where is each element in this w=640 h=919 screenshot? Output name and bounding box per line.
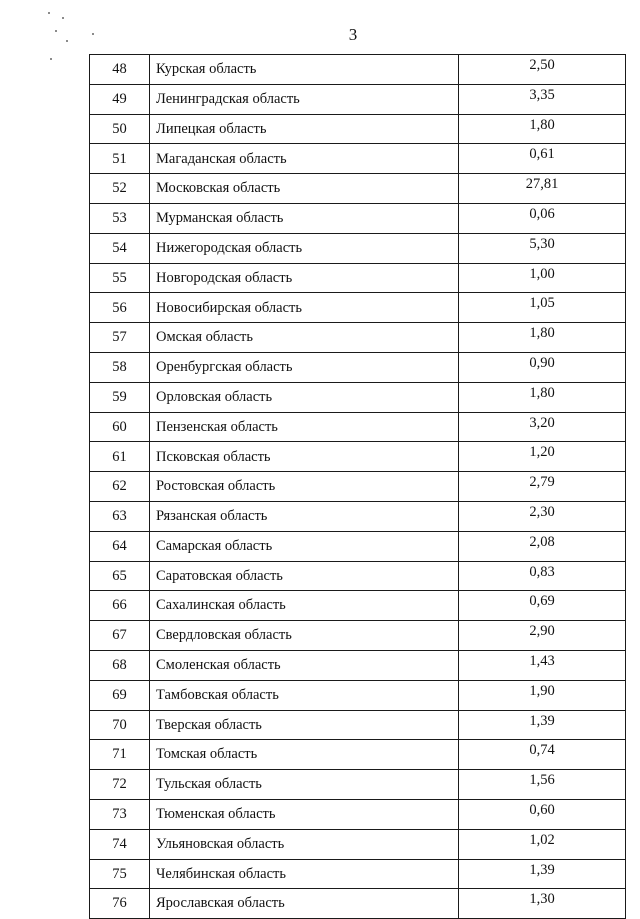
row-number-cell: 58 (90, 352, 150, 382)
table-row (90, 323, 626, 353)
value-cell: 1,20 (459, 442, 626, 472)
region-name-cell: Рязанская область (150, 501, 459, 531)
scan-speck (48, 12, 50, 14)
value-cell: 1,80 (459, 323, 626, 353)
region-name-cell: Тамбовская область (150, 680, 459, 710)
table-row (90, 442, 626, 472)
region-name-cell: Самарская область (150, 531, 459, 561)
table-row (90, 770, 626, 800)
value-cell: 1,05 (459, 293, 626, 323)
region-name-cell: Ярославская область (150, 889, 459, 919)
table-row (90, 829, 626, 859)
row-number-cell: 52 (90, 174, 150, 204)
table-row (90, 859, 626, 889)
row-number-cell: 68 (90, 650, 150, 680)
value-cell: 0,69 (459, 591, 626, 621)
region-name-cell: Томская область (150, 740, 459, 770)
region-name-cell: Псковская область (150, 442, 459, 472)
value-cell: 5,30 (459, 233, 626, 263)
region-name-cell: Новгородская область (150, 263, 459, 293)
row-number-cell: 55 (90, 263, 150, 293)
scan-speck (62, 17, 64, 19)
region-name-cell: Магаданская область (150, 144, 459, 174)
row-number-cell: 74 (90, 829, 150, 859)
row-number-cell: 53 (90, 203, 150, 233)
row-number-cell: 48 (90, 55, 150, 85)
value-cell: 1,43 (459, 650, 626, 680)
value-cell: 0,06 (459, 203, 626, 233)
regions-table (89, 54, 626, 919)
region-name-cell: Мурманская область (150, 203, 459, 233)
value-cell: 0,83 (459, 561, 626, 591)
table-row (90, 144, 626, 174)
table-row (90, 203, 626, 233)
value-cell: 0,74 (459, 740, 626, 770)
region-name-cell: Смоленская область (150, 650, 459, 680)
table-row (90, 621, 626, 651)
row-number-cell: 49 (90, 84, 150, 114)
table-row (90, 680, 626, 710)
row-number-cell: 76 (90, 889, 150, 919)
row-number-cell: 62 (90, 472, 150, 502)
table-row (90, 233, 626, 263)
value-cell: 2,79 (459, 472, 626, 502)
region-name-cell: Орловская область (150, 382, 459, 412)
scan-speck (50, 58, 52, 60)
value-cell: 3,20 (459, 412, 626, 442)
row-number-cell: 73 (90, 799, 150, 829)
row-number-cell: 70 (90, 710, 150, 740)
region-name-cell: Омская область (150, 323, 459, 353)
region-name-cell: Нижегородская область (150, 233, 459, 263)
region-name-cell: Сахалинская область (150, 591, 459, 621)
table-row (90, 55, 626, 85)
region-name-cell: Липецкая область (150, 114, 459, 144)
value-cell: 1,80 (459, 114, 626, 144)
row-number-cell: 51 (90, 144, 150, 174)
region-name-cell: Ульяновская область (150, 829, 459, 859)
table-row (90, 561, 626, 591)
value-cell: 0,90 (459, 352, 626, 382)
table-row (90, 293, 626, 323)
value-cell: 1,80 (459, 382, 626, 412)
region-name-cell: Тюменская область (150, 799, 459, 829)
region-name-cell: Саратовская область (150, 561, 459, 591)
row-number-cell: 64 (90, 531, 150, 561)
value-cell: 1,02 (459, 829, 626, 859)
row-number-cell: 67 (90, 621, 150, 651)
value-cell: 1,39 (459, 859, 626, 889)
table-row (90, 412, 626, 442)
table-row (90, 531, 626, 561)
value-cell: 1,90 (459, 680, 626, 710)
region-name-cell: Московская область (150, 174, 459, 204)
row-number-cell: 59 (90, 382, 150, 412)
region-name-cell: Новосибирская область (150, 293, 459, 323)
region-name-cell: Курская область (150, 55, 459, 85)
regions-table-body (90, 55, 626, 919)
region-name-cell: Оренбургская область (150, 352, 459, 382)
region-name-cell: Челябинская область (150, 859, 459, 889)
region-name-cell: Тверская область (150, 710, 459, 740)
row-number-cell: 71 (90, 740, 150, 770)
region-name-cell: Тульская область (150, 770, 459, 800)
row-number-cell: 57 (90, 323, 150, 353)
row-number-cell: 54 (90, 233, 150, 263)
region-name-cell: Ростовская область (150, 472, 459, 502)
table-row (90, 799, 626, 829)
value-cell: 2,08 (459, 531, 626, 561)
row-number-cell: 75 (90, 859, 150, 889)
value-cell: 2,30 (459, 501, 626, 531)
row-number-cell: 72 (90, 770, 150, 800)
region-name-cell: Ленинградская область (150, 84, 459, 114)
row-number-cell: 60 (90, 412, 150, 442)
region-name-cell: Пензенская область (150, 412, 459, 442)
table-row (90, 650, 626, 680)
row-number-cell: 50 (90, 114, 150, 144)
row-number-cell: 61 (90, 442, 150, 472)
value-cell: 2,50 (459, 55, 626, 85)
page-number: 3 (348, 25, 358, 44)
value-cell: 1,56 (459, 770, 626, 800)
table-row (90, 501, 626, 531)
value-cell: 2,90 (459, 621, 626, 651)
row-number-cell: 69 (90, 680, 150, 710)
row-number-cell: 56 (90, 293, 150, 323)
table-row (90, 263, 626, 293)
table-row (90, 352, 626, 382)
region-name-cell: Свердловская область (150, 621, 459, 651)
value-cell: 0,61 (459, 144, 626, 174)
table-row (90, 174, 626, 204)
table-row (90, 740, 626, 770)
value-cell: 0,60 (459, 799, 626, 829)
value-cell: 27,81 (459, 174, 626, 204)
row-number-cell: 65 (90, 561, 150, 591)
value-cell: 1,30 (459, 889, 626, 919)
table-row (90, 472, 626, 502)
table-row (90, 382, 626, 412)
row-number-cell: 66 (90, 591, 150, 621)
table-row (90, 889, 626, 919)
value-cell: 1,00 (459, 263, 626, 293)
value-cell: 3,35 (459, 84, 626, 114)
table-row (90, 84, 626, 114)
table-row (90, 710, 626, 740)
table-row (90, 114, 626, 144)
row-number-cell: 63 (90, 501, 150, 531)
value-cell: 1,39 (459, 710, 626, 740)
table-row (90, 591, 626, 621)
